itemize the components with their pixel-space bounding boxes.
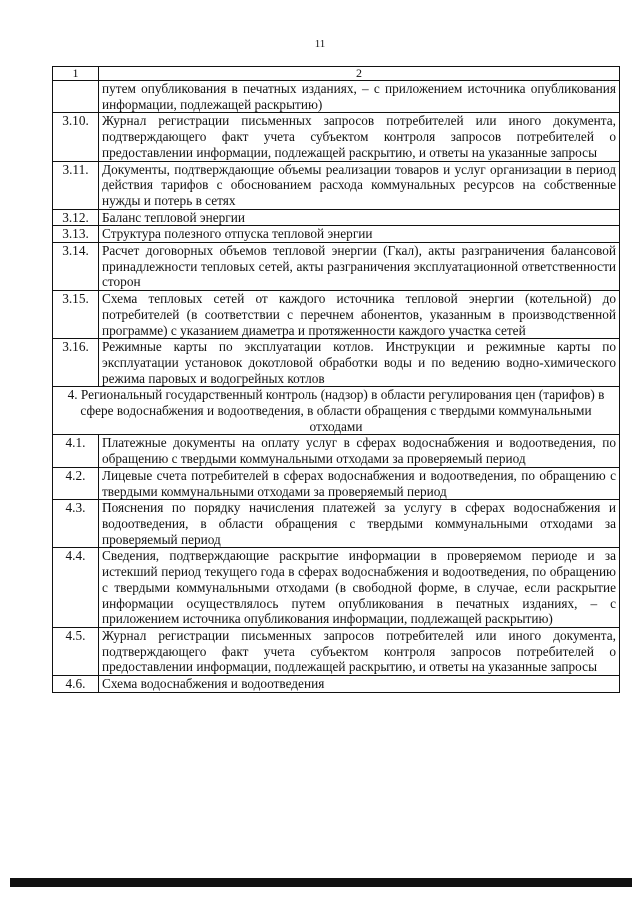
row-number: 4.5.: [53, 627, 99, 675]
table-row: [53, 500, 620, 548]
scan-edge-bar: [10, 878, 632, 887]
row-number: 3.13.: [53, 226, 99, 243]
row-number: [53, 81, 99, 113]
row-text: Схема тепловых сетей от каждого источника тепловой энергии (котельной) до потребителей (в соответствии с перечнем абонентов, указанным в производственной программе) с указанием диаметра и протяженности каждого участка сетей: [99, 291, 620, 339]
table-row: [53, 548, 620, 628]
table-row: [53, 291, 620, 339]
column-header-document: 2: [99, 67, 620, 81]
row-text: Пояснения по порядку начисления платежей за услугу в сферах водоснабжения и водоотведения, в области обращения с твердыми коммунальными отходами за проверяемый период: [99, 500, 620, 548]
row-number: 3.11.: [53, 161, 99, 209]
table-row: [53, 243, 620, 291]
row-number: 4.2.: [53, 467, 99, 499]
table-row: [53, 339, 620, 387]
row-text: Баланс тепловой энергии: [99, 209, 620, 226]
row-text: Структура полезного отпуска тепловой энергии: [99, 226, 620, 243]
table-row: [53, 435, 620, 467]
row-number: 4.3.: [53, 500, 99, 548]
row-text: Платежные документы на оплату услуг в сферах водоснабжения и водоотведения, по обращению с твердыми коммунальными отходами за проверяемый период: [99, 435, 620, 467]
table-row: [53, 209, 620, 226]
section-heading-row: [53, 387, 620, 435]
table-header-row: [53, 67, 620, 81]
table-row: [53, 113, 620, 161]
row-number: 4.6.: [53, 676, 99, 693]
row-number: 3.14.: [53, 243, 99, 291]
row-number: 4.1.: [53, 435, 99, 467]
table-row: [53, 627, 620, 675]
row-text: Режимные карты по эксплуатации котлов. Инструкции и режимные карты по эксплуатации установок докотловой обработки воды и по ведению водно-химического режима паровых и водогрейных котлов: [99, 339, 620, 387]
row-text: Журнал регистрации письменных запросов потребителей или иного документа, подтверждающего факт учета субъектом контроля запросов потребителей о предоставлении информации, подлежащей раскрытию, и ответы на указанные запросы: [99, 113, 620, 161]
table-row: [53, 467, 620, 499]
table-row: [53, 676, 620, 693]
row-number: 3.12.: [53, 209, 99, 226]
page-number: 11: [314, 38, 326, 50]
table-row: [53, 81, 620, 113]
column-header-number: 1: [53, 67, 99, 81]
documents-table: [52, 66, 620, 693]
row-text: Сведения, подтверждающие раскрытие информации в проверяемом периоде и за истекший период текущего года в сферах водоснабжения и водоотведения, по обращению с твердыми коммунальными отходами (в свободной форме, в случае, если раскрытие информации осуществлялось путем опубликования в печатных изданиях, – с приложением источника опубликования информации, подлежащей раскрытию): [99, 548, 620, 628]
table-row: [53, 161, 620, 209]
section-title: 4. Региональный государственный контроль (надзор) в области регулирования цен (тарифов) в сфере водоснабжения и водоотведения, в области обращения с твердыми коммунальными отходами: [53, 387, 620, 435]
row-text: Лицевые счета потребителей в сферах водоснабжения и водоотведения, по обращению с твердыми коммунальными отходами за проверяемый период: [99, 467, 620, 499]
row-text: Схема водоснабжения и водоотведения: [99, 676, 620, 693]
row-text: Журнал регистрации письменных запросов потребителей или иного документа, подтверждающего факт учета субъектом контроля запросов потребителей о предоставлении информации, подлежащей раскрытию, и ответы на указанные запросы: [99, 627, 620, 675]
row-number: 3.16.: [53, 339, 99, 387]
row-number: 3.15.: [53, 291, 99, 339]
row-number: 3.10.: [53, 113, 99, 161]
table-row: [53, 226, 620, 243]
row-number: 4.4.: [53, 548, 99, 628]
row-text: путем опубликования в печатных изданиях, – с приложением источника опубликования информации, подлежащей раскрытию): [99, 81, 620, 113]
row-text: Документы, подтверждающие объемы реализации товаров и услуг организации в период действия тарифов с обоснованием расхода коммунальных ресурсов на собственные нужды и потерь в сетях: [99, 161, 620, 209]
row-text: Расчет договорных объемов тепловой энергии (Гкал), акты разграничения балансовой принадлежности тепловых сетей, акты разграничения эксплуатационной ответственности сторон: [99, 243, 620, 291]
